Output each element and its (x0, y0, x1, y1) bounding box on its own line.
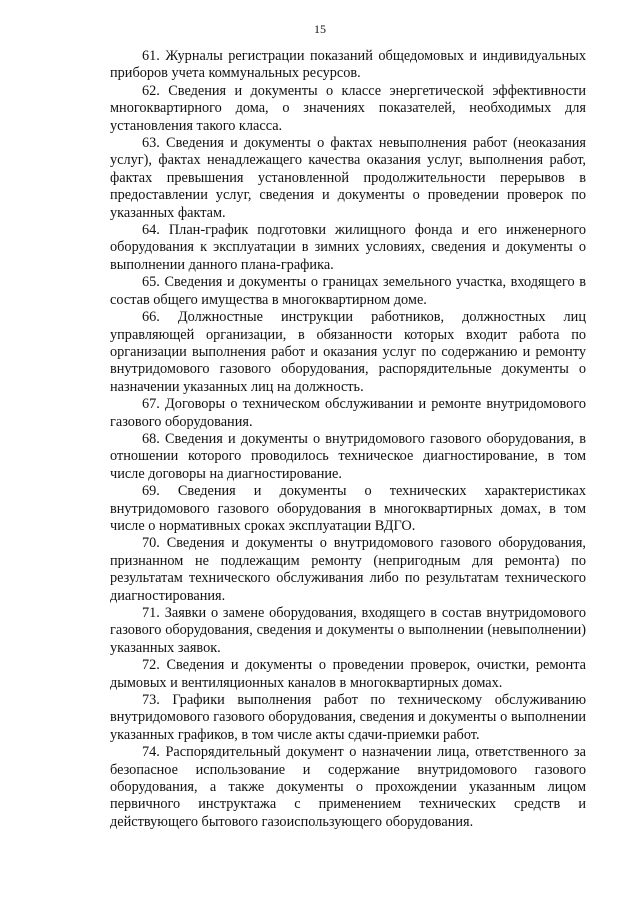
page-number: 15 (314, 22, 326, 36)
list-item-73: 73. Графики выполнения работ по техническому обслуживанию внутридомового газового оборудования, сведения и документы о выполнении указанных графиков, в том числе акты сдачи-приемки работ. (110, 692, 586, 743)
list-item-65: 65. Сведения и документы о границах земельного участка, входящего в состав общего имущества в многоквартирном доме. (110, 274, 586, 308)
list-item-74: 74. Распорядительный документ о назначении лица, ответственного за безопасное использование и содержание внутридомового газового оборудования, а также документы о прохождении указанным лицом первичного инструктажа с применением технических средств и действующего бытового газоиспользующего оборудования. (110, 744, 586, 830)
list-item-62: 62. Сведения и документы о классе энергетической эффективности многоквартирного дома, о значениях показателей, необходимых для установления такого класса. (110, 82, 586, 134)
list-item-71: 71. Заявки о замене оборудования, входящего в состав внутридомового газового оборудования, сведения и документы о выполнении (невыполнении) указанных заявок. (110, 605, 586, 656)
list-item-64: 64. План-график подготовки жилищного фонда и его инженерного оборудования к эксплуатации в зимних условиях, сведения и документы о выполнении данного плана-графика. (110, 222, 586, 273)
list-item-66: 66. Должностные инструкции работников, должностных лиц управляющей организации, в обязанности которых входит работа по организации выполнения работ и оказания услуг по содержанию и ремонту внутридомового газового оборудования, распорядительные документы о назначении указанных лиц на должность. (110, 309, 586, 395)
list-item-69: 69. Сведения и документы о технических характеристиках внутридомового газового оборудования в многоквартирных домах, в том числе о нормативных сроках эксплуатации ВДГО. (110, 483, 586, 534)
list-item-68: 68. Сведения и документы о внутридомового газового оборудования, в отношении которого проводилось техническое диагностирование, в том числе договоры на диагностирование. (110, 430, 586, 482)
list-item-67: 67. Договоры о техническом обслуживании и ремонте внутридомового газового оборудования. (110, 396, 586, 430)
list-item-70: 70. Сведения и документы о внутридомового газового оборудования, признанном не подлежащим ремонту (непригодным для ремонта) по результатам технического обслуживания либо по результатам технического диагностирования. (110, 535, 586, 604)
list-item-72: 72. Сведения и документы о проведении проверок, очистки, ремонта дымовых и вентиляционных каналов в многоквартирных домах. (110, 657, 586, 691)
list-item-63: 63. Сведения и документы о фактах невыполнения работ (неоказания услуг), фактах ненадлежащего качества оказания услуг, выполнения работ, фактах превышения установленной продолжительности перерывов в предоставлении услуг, сведения и документы о проведении проверок по указанных фактам. (110, 135, 586, 221)
list-item-61: 61. Журналы регистрации показаний общедомовых и индивидуальных приборов учета коммунальных ресурсов. (110, 48, 586, 82)
document-body (110, 48, 586, 831)
